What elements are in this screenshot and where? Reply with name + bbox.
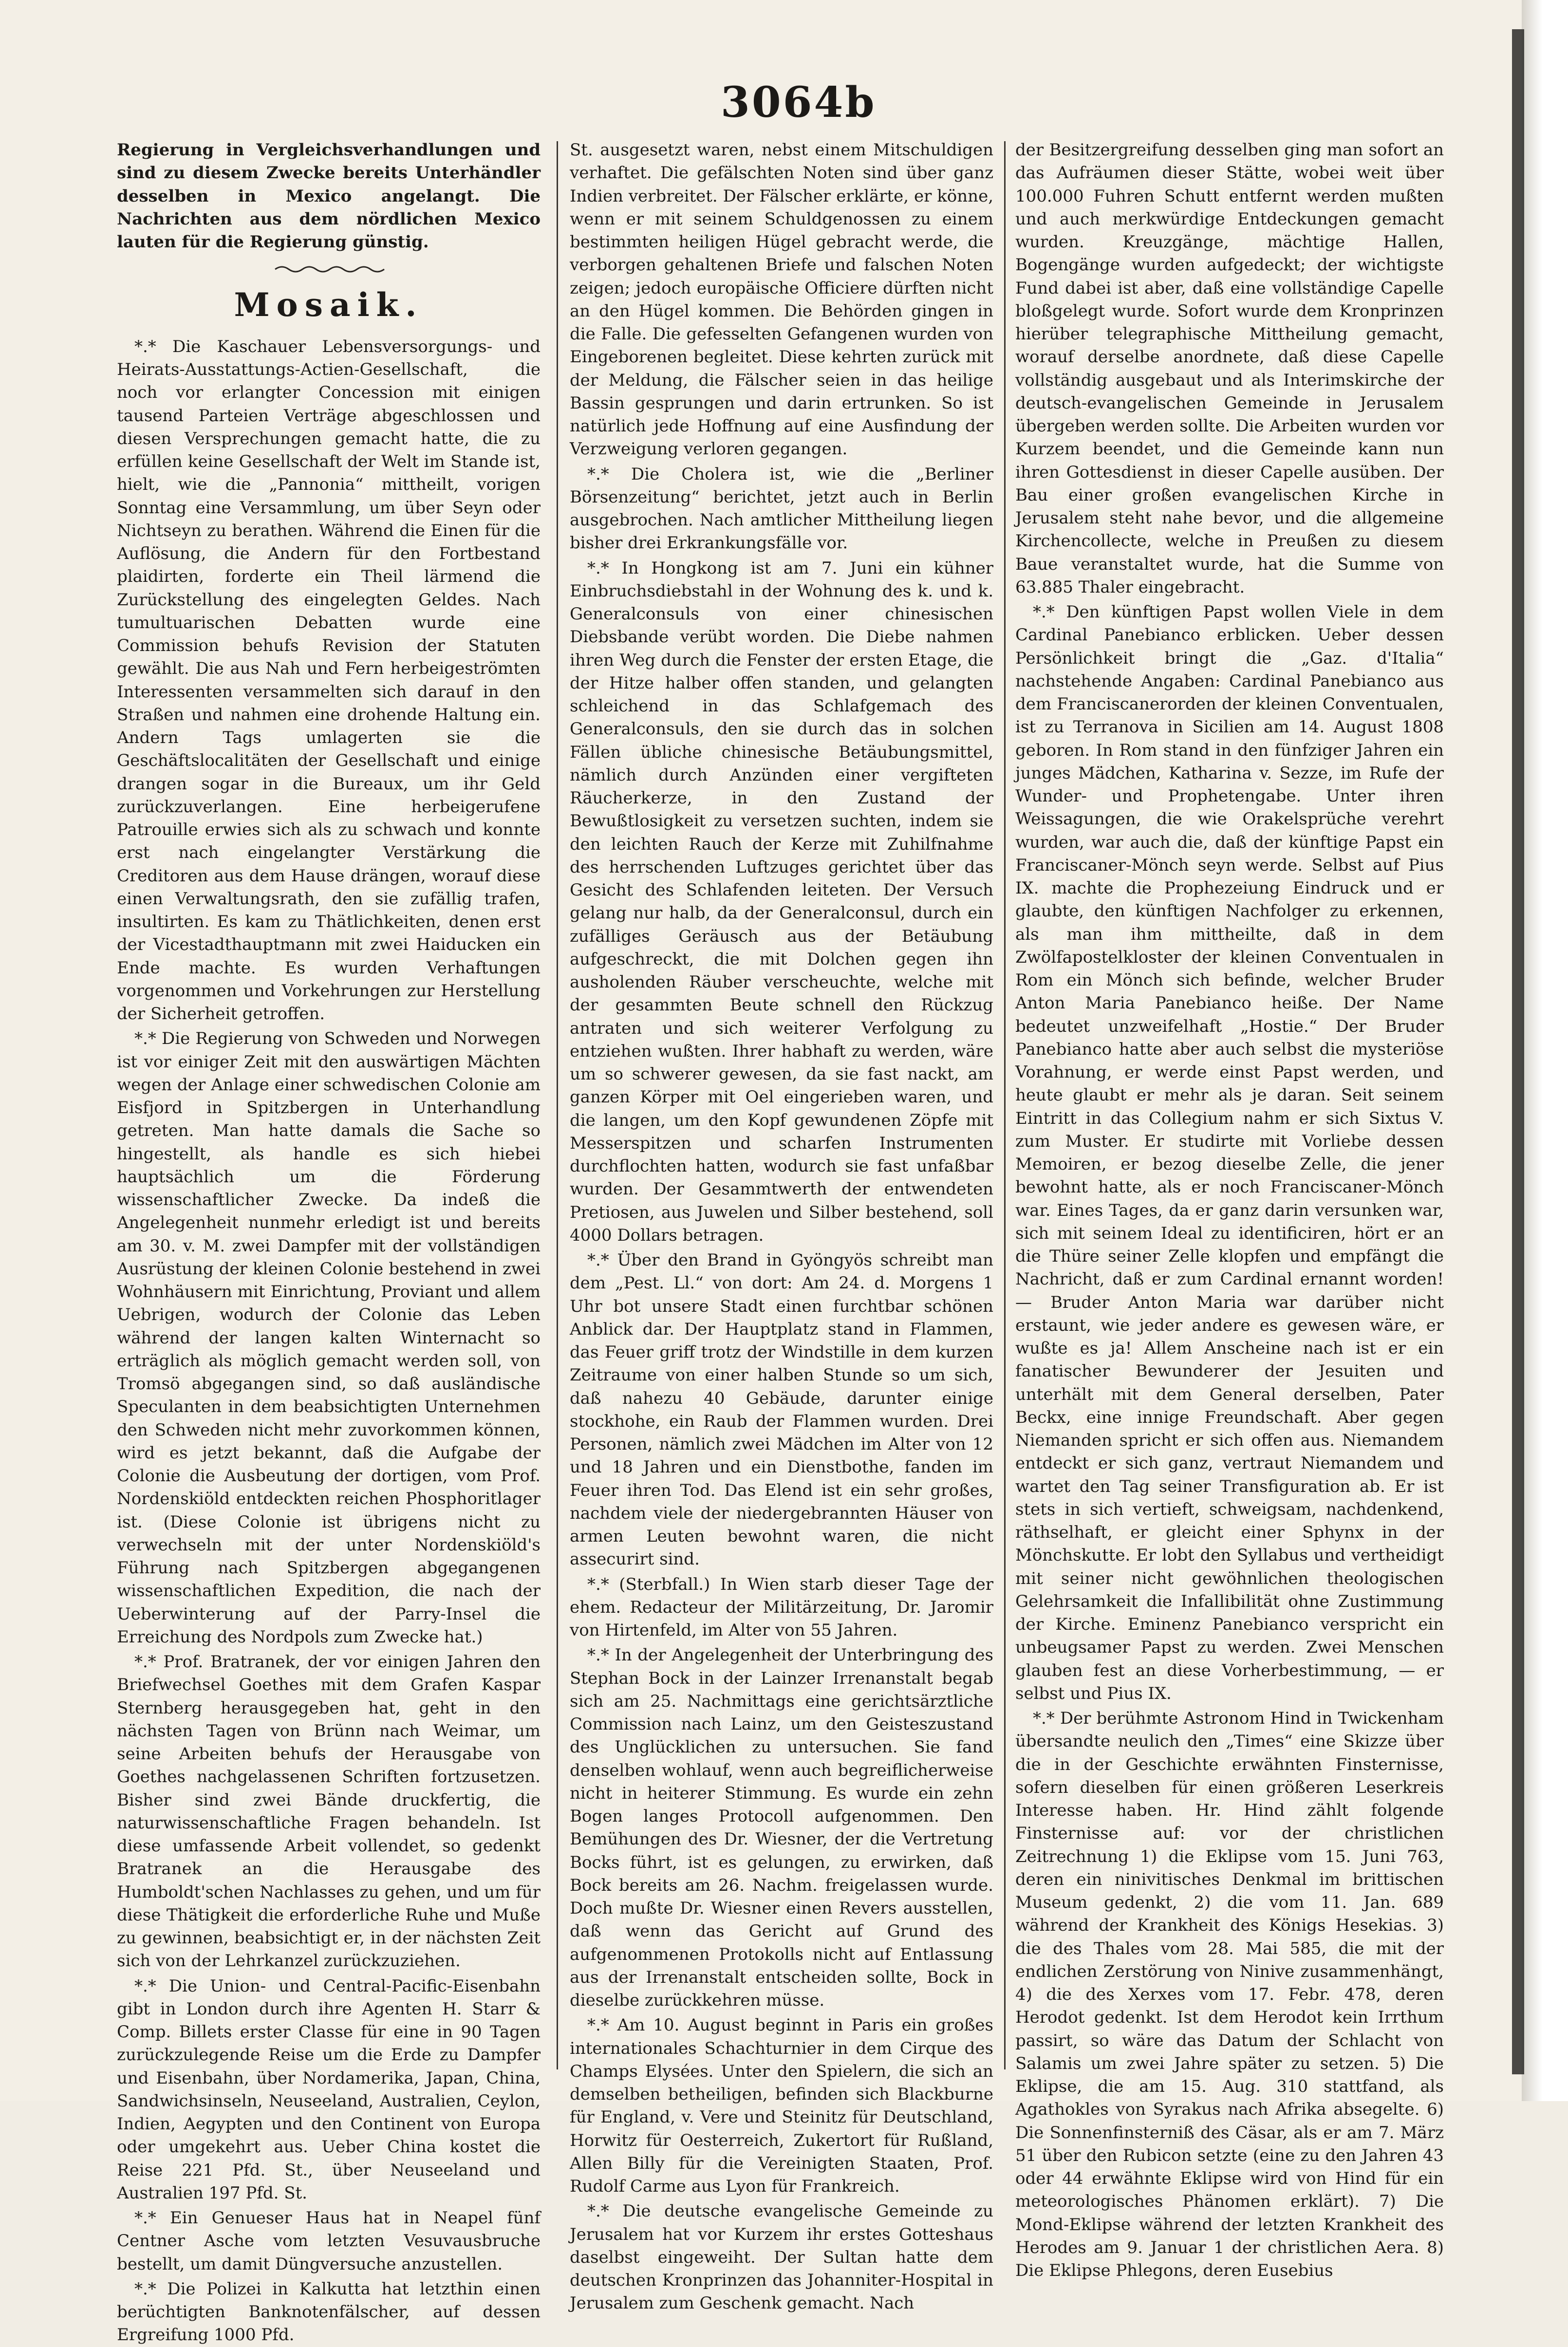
article-paragraph: *.* (Sterbfall.) In Wien starb dieser Tage der ehem. Redacteur der Militärzeitung, Dr. Jaromir von Hirtenfeld, im Alter von 55 Jahren. (570, 1574, 993, 1640)
article-paragraph: *.* Ein Genueser Haus hat in Neapel fünf Centner Asche vom letzten Vesuvausbruche bestellt, um damit Düngversuche anzustellen. (117, 2208, 541, 2274)
column-2 (570, 139, 993, 2313)
wavy-divider (275, 264, 382, 274)
article-paragraph: St. ausgesetzt waren, nebst einem Mitschuldigen verhaftet. Die gefälschten Noten sind über ganz Indien verbreitet. Der Fälscher erklärte, er könne, wenn er mit seinem Schuldgenossen zu einem bestimmten heiligen Hügel gebracht werde, die verborgen gehaltenen Briefe und falschen Noten zeigen; jedoch europäische Officiere dürften nicht an den Hügel kommen. Die Behörden gingen in die Falle. Die gefesselten Gefangenen wurden von Eingeborenen begleitet. Diese kehrten zurück mit der Meldung, die Fälscher seien in das heilige Bassin gesprungen und darin ertrunken. So ist natürlich jede Hoffnung auf eine Ausfindung der Verzweigung verloren gegangen. (570, 140, 993, 459)
article-paragraph: *.* Die Kaschauer Lebensversorgungs- und Heirats-Ausstattungs-Actien-Gesellschaft, die noch vor erlangter Concession mit einigen tausend Parteien Verträge abgeschlossen und diesen Versprechungen gemacht hatte, die zu erfüllen keine Gesellschaft der Welt im Stande ist, hielt, wie die „Pannonia“ mittheilt, vorigen Sonntag eine Versammlung, um über Seyn oder Nichtseyn zu berathen. Während die Einen für die Auflösung, die Andern für den Fortbestand plaidirten, forderte ein Theil lärmend die Zurückstellung des eingelegten Geldes. Nach tumultuarischen Debatten wurde eine Commission behufs Revision der Statuten gewählt. Die aus Nah und Fern herbeigeströmten Interessenten versammelten sich darauf in den Straßen und nahmen eine drohende Haltung ein. Andern Tags umlagerten sie die Geschäftslocalitäten der Gesellschaft und einige drangen sogar in die Bureaux, um ihr Geld zurückzuverlangen. Eine herbeigerufene Patrouille erwies sich als zu schwach und konnte erst nach eingelangter Verstärkung die Creditoren aus dem Hause drängen, worauf diese einen Verwaltungsrath, den sie zufällig trafen, insultirten. Es kam zu Thätlichkeiten, denen erst der Vicestadthauptmann mit zwei Haiducken ein Ende machte. Es wurden Verhaftungen vorgenommen und Vorkehrungen zur Herstellung der Sicherheit getroffen. (117, 336, 541, 1024)
article-paragraph: *.* Am 10. August beginnt in Paris ein großes internationales Schachturnier in dem Cirque des Champs Elysées. Unter den Spielern, die sich an demselben betheiligen, befinden sich Blackburne für England, v. Vere und Steinitz für Deutschland, Horwitz für Oesterreich, Zukertort für Rußland, Allen Billy für die Vereinigten Staaten, Prof. Rudolf Carme aus Lyon für Frankreich. (570, 2015, 993, 2196)
page-margin (1522, 0, 1568, 2101)
page-number: 3064b (721, 78, 877, 127)
article-paragraph: *.* Der berühmte Astronom Hind in Twickenham übersandte neulich den „Times“ eine Skizze über die in der Geschichte erwähnten Finsternisse, sofern dieselben für einen größeren Leserkreis Interesse haben. Hr. Hind zählt folgende Finsternisse auf: vor der christlichen Zeitrechnung 1) die Eklipse vom 15. Juni 763, deren ein ninivitisches Denkmal im brittischen Museum gedenkt, 2) die vom 11. Jan. 689 während der Krankheit des Königs Hesekias. 3) die des Thales vom 28. Mai 585, die mit der endlichen Zerstörung von Ninive zusammenhängt, 4) die des Xerxes vom 17. Febr. 478, deren Herodot gedenkt. Ist dem Herodot kein Irrthum passirt, so wäre das Datum der Schlacht von Salamis um zwei Jahre später zu setzen. 5) Die Eklipse, die am 15. Aug. 310 stattfand, als Agathokles von Syrakus nach Afrika absegelte. 6) Die Sonnenfinsterniß des Cäsar, als er am 7. März 51 über den Rubicon setzte (eine zu den Jahren 43 oder 44 erwähnte Eklipse wird von Hind für ein meteorologisches Phänomen erklärt). 7) Die Mond-Eklipse während der letzten Krankheit des Herodes am 9. Januar 1 der christlichen Aera. 8) Die Eklipse Phlegons, deren Eusebius (1015, 1709, 1444, 2280)
article-paragraph: *.* Die Polizei in Kalkutta hat letzthin einen berüchtigten Banknotenfälscher, auf dessen Ergreifung 1000 Pfd. (117, 2279, 541, 2345)
article-paragraph: der Besitzergreifung desselben ging man sofort an das Aufräumen dieser Stätte, wobei weit über 100.000 Fuhren Schutt entfernt werden mußten und auch merkwürdige Entdeckungen gemacht wurden. Kreuzgänge, mächtige Hallen, Bogengänge wurden aufgedeckt; der wichtigste Fund dabei ist aber, daß eine vollständige Capelle bloßgelegt wurde. Sofort wurde dem Kronprinzen hierüber telegraphische Mittheilung gemacht, worauf derselbe anordnete, daß diese Capelle vollständig ausgebaut und als Interimskirche der deutsch-evangelischen Gemeinde in Jerusalem übergeben werden sollte. Die Arbeiten wurden vor Kurzem beendet, und die Gemeinde kann nun ihren Gottesdienst in dieser Capelle ausüben. Der Bau einer großen evangelischen Kirche in Jerusalem steht nahe bevor, und die allgemeine Kirchencollecte, welche in Preußen zu diesem Baue veranstaltet wurde, hat die Summe von 63.885 Thaler eingebracht. (1015, 140, 1444, 597)
column-1 (117, 139, 541, 2345)
article-paragraph: *.* In der Angelegenheit der Unterbringung des Stephan Bock in der Lainzer Irrenanstalt begab sich am 25. Nachmittags eine gerichtsärztliche Commission nach Lainz, um den Geisteszustand des Unglücklichen zu untersuchen. Sie fand denselben wohlauf, wenn auch begreiflicherweise nicht in heiterer Stimmung. Es wurde ein zehn Bogen langes Protocoll aufgenommen. Den Bemühungen des Dr. Wiesner, der die Vertretung Bocks führt, ist es gelungen, zu erwirken, daß Bock bereits am 26. Nachm. freigelassen wurde. Doch mußte Dr. Wiesner einen Revers ausstellen, daß wenn das Gericht auf Grund des aufgenommenen Protokolls nicht auf Entlassung aus der Irrenanstalt entscheiden sollte, Bock in dieselbe zurückkehren müsse. (570, 1645, 993, 2010)
article-paragraph: *.* In Hongkong ist am 7. Juni ein kühner Einbruchsdiebstahl in der Wohnung des k. und k. Generalconsuls von einer chinesischen Diebsbande verübt worden. Die Diebe nahmen ihren Weg durch die Fenster der ersten Etage, die der Hitze halber offen standen, und gelangten schleichend in das Schlafgemach des Generalconsuls, den sie durch das in solchen Fällen übliche chinesische Betäubungsmittel, nämlich durch Anzünden einer vergifteten Räucherkerze, in den Zustand der Bewußtlosigkeit zu versetzen suchten, indem sie den leichten Rauch der Kerze mit Zuhilfnahme des herrschenden Luftzuges gerichtet über das Gesicht des Schlafenden leiteten. Der Versuch gelang nur halb, da der Generalconsul, durch ein zufälliges Geräusch aus der Betäubung aufgeschreckt, die mit Dolchen gegen ihn ausholenden Räuber verscheuchte, welche mit der gesammten Beute schnell den Rückzug antraten und sich weiterer Verfolgung zu entziehen wußten. Ihrer habhaft zu werden, wäre um so schwerer gewesen, da sie fast nackt, am ganzen Körper mit Oel eingerieben waren, und die langen, um den Kopf gewundenen Zöpfe mit Messerspitzen und scharfen Instrumenten durchflochten hatten, wodurch sie fast unfaßbar wurden. Der Gesammtwerth der entwendeten Pretiosen, aus Juwelen und Silber bestehend, soll 4000 Dollars betragen. (570, 558, 993, 1245)
article-paragraph: *.* Die deutsche evangelische Gemeinde zu Jerusalem hat vor Kurzem ihr erstes Gotteshaus daselbst eingeweiht. Der Sultan hatte dem deutschen Kronprinzen das Johanniter-Hospital in Jerusalem zum Geschenk gemacht. Nach (570, 2201, 993, 2313)
column-3 (1015, 139, 1444, 2280)
column-rule (1004, 141, 1006, 2069)
section-title: Mosaik. (234, 286, 424, 324)
article-paragraph: *.* Den künftigen Papst wollen Viele in dem Cardinal Panebianco erblicken. Ueber dessen Persönlichkeit bringt die „Gaz. d'Italia“ nachstehende Angaben: Cardinal Panebianco aus dem Franciscanerorden der kleinen Conventualen, ist zu Terranova in Sicilien am 14. August 1808 geboren. In Rom stand in den fünfziger Jahren ein junges Mädchen, Katharina v. Sezze, im Rufe der Wunder- und Prophetengabe. Unter ihren Weissagungen, die wie Orakelsprüche verehrt wurden, war auch die, daß der künftige Papst ein Franciscaner-Mönch seyn werde. Selbst auf Pius IX. machte die Prophezeiung Eindruck und er glaubte, den künftigen Nachfolger zu erkennen, als man ihm mittheilte, daß in dem Zwölfapostelkloster der kleinen Conventualen in Rom ein Mönch sich befinde, welcher Bruder Anton Maria Panebianco heiße. Der Name bedeutet unzweifelhaft „Hostie.“ Der Bruder Panebianco hatte aber auch selbst die mysteriöse Vorahnung, er werde einst Papst werden, und heute glaubt er mehr als je daran. Seit seinem Eintritt in das Collegium nahm er sich Sixtus V. zum Muster. Er studirte mit Vorliebe dessen Memoiren, er bezog dieselbe Zelle, die jener bewohnt hatte, als er noch Franciscaner-Mönch war. Eines Tages, da er ganz darin versunken war, sich mit seinem Ideal zu identificiren, hört er an die Thüre seiner Zelle klopfen und empfängt die Nachricht, daß er zum Cardinal ernannt worden! — Bruder Anton Maria war darüber nicht erstaunt, wie jeder andere es gewesen wäre, er wußte es ja! Allem Anscheine nach ist er ein fanatischer Bewunderer der Jesuiten und unterhält mit dem General derselben, Pater Beckx, eine innige Freundschaft. Aber gegen Niemanden spricht er sich offen aus. Niemandem entdeckt er sich ganz, vertraut Niemandem und wartet den Tag seiner Transfiguration ab. Er ist stets in sich vertieft, schweigsam, nachdenkend, räthselhaft, er gleicht einer Sphynx in der Mönchskutte. Er lobt den Syllabus und vertheidigt mit seiner nicht gewöhnlichen theologischen Gelehrsamkeit die Infallibilität ohne Zustimmung der Kirche. Eminenz Panebianco verspricht ein unbeugsamer Papst zu werden. Zwei Menschen glauben fest an diese Vorherbestimmung, — er selbst und Pius IX. (1015, 602, 1444, 1703)
column-rule (557, 141, 558, 2069)
binding-edge (1512, 29, 1524, 2074)
article-paragraph: *.* Prof. Bratranek, der vor einigen Jahren den Briefwechsel Goethes mit dem Grafen Kaspar Sternberg herausgegeben hat, geht in den nächsten Tagen von Brünn nach Weimar, um seine Arbeiten behufs der Herausgabe von Goethes nachgelassenen Schriften fortzusetzen. Bisher sind zwei Bände druckfertig, die naturwissenschaftliche Fragen behandeln. Ist diese umfassende Arbeit vollendet, so gedenkt Bratranek an die Herausgabe des Humboldt'schen Nachlasses zu gehen, und um für diese Thätigkeit die erforderliche Ruhe und Muße zu gewinnen, beabsichtigt er, in der nächsten Zeit sich von der Lehrkanzel zurückzuziehen. (117, 1652, 541, 1971)
article-paragraph: *.* Die Union- und Central-Pacific-Eisenbahn gibt in London durch ihre Agenten H. Starr & Comp. Billets erster Classe für eine in 90 Tagen zurückzulegende Reise um die Erde zu Dampfer und Eisenbahn, über Nordamerika, Japan, China, Sandwichsinseln, Neuseeland, Australien, Ceylon, Indien, Aegypten und den Continent von Europa oder umgekehrt aus. Ueber China kostet die Reise 221 Pfd. St., über Neuseeland und Australien 197 Pfd. St. (117, 1976, 541, 2203)
article-paragraph: *.* Die Regierung von Schweden und Norwegen ist vor einiger Zeit mit den auswärtigen Mächten wegen der Anlage einer schwedischen Colonie am Eisfjord in Spitzbergen in Unterhandlung getreten. Man hatte damals die Sache so hingestellt, als handle es sich hiebei hauptsächlich um die Förderung wissenschaftlicher Zwecke. Da indeß die Angelegenheit nunmehr erledigt ist und bereits am 30. v. M. zwei Dampfer mit der vollständigen Ausrüstung der kleinen Colonie bestehend in zwei Wohnhäusern mit Einrichtung, Proviant und allem Uebrigen, wodurch der Colonie das Leben während der langen kalten Winternacht so erträglich als möglich gemacht werden soll, von Tromsö abgegangen sind, so daß ausländische Speculanten in dem beabsichtigten Unternehmen den Schweden nicht mehr zuvorkommen können, wird es jetzt bekannt, daß die Aufgabe der Colonie die Ausbeutung der dortigen, vom Prof. Nordenskiöld entdeckten reichen Phosphoritlager ist. (Diese Colonie ist übrigens nicht zu verwechseln mit der unter Nordenskiöld's Führung nach Spitzbergen abgegangenen wissenschaftlichen Expedition, die nach der Ueberwinterung auf der Parry-Insel die Erreichung des Nordpols zum Zwecke hat.) (117, 1029, 541, 1647)
article-paragraph: *.* Über den Brand in Gyöngyös schreibt man dem „Pest. Ll.“ von dort: Am 24. d. Morgens 1 Uhr bot unsere Stadt einen furchtbar schönen Anblick dar. Der Hauptplatz stand in Flammen, das Feuer griff trotz der Windstille in dem kurzen Zeitraume von einer halben Stunde so um sich, daß nahezu 40 Gebäude, darunter einige stockhohe, ein Raub der Flammen wurden. Drei Personen, nämlich zwei Mädchen im Alter von 12 und 18 Jahren und ein Dienstbothe, fanden im Feuer ihren Tod. Das Elend ist ein sehr großes, nachdem viele der niedergebrannten Häuser von armen Leuten bewohnt waren, die nicht assecurirt sind. (570, 1250, 993, 1569)
article-paragraph: Regierung in Vergleichsverhandlungen und sind zu diesem Zwecke bereits Unterhändler desselben in Mexico angelangt. Die Nachrichten aus dem nördlichen Mexico lauten für die Regierung günstig. (117, 140, 541, 252)
article-paragraph: *.* Die Cholera ist, wie die „Berliner Börsenzeitung“ berichtet, jetzt auch in Berlin ausgebrochen. Nach amtlicher Mittheilung liegen bisher drei Erkrankungsfälle vor. (570, 464, 993, 553)
